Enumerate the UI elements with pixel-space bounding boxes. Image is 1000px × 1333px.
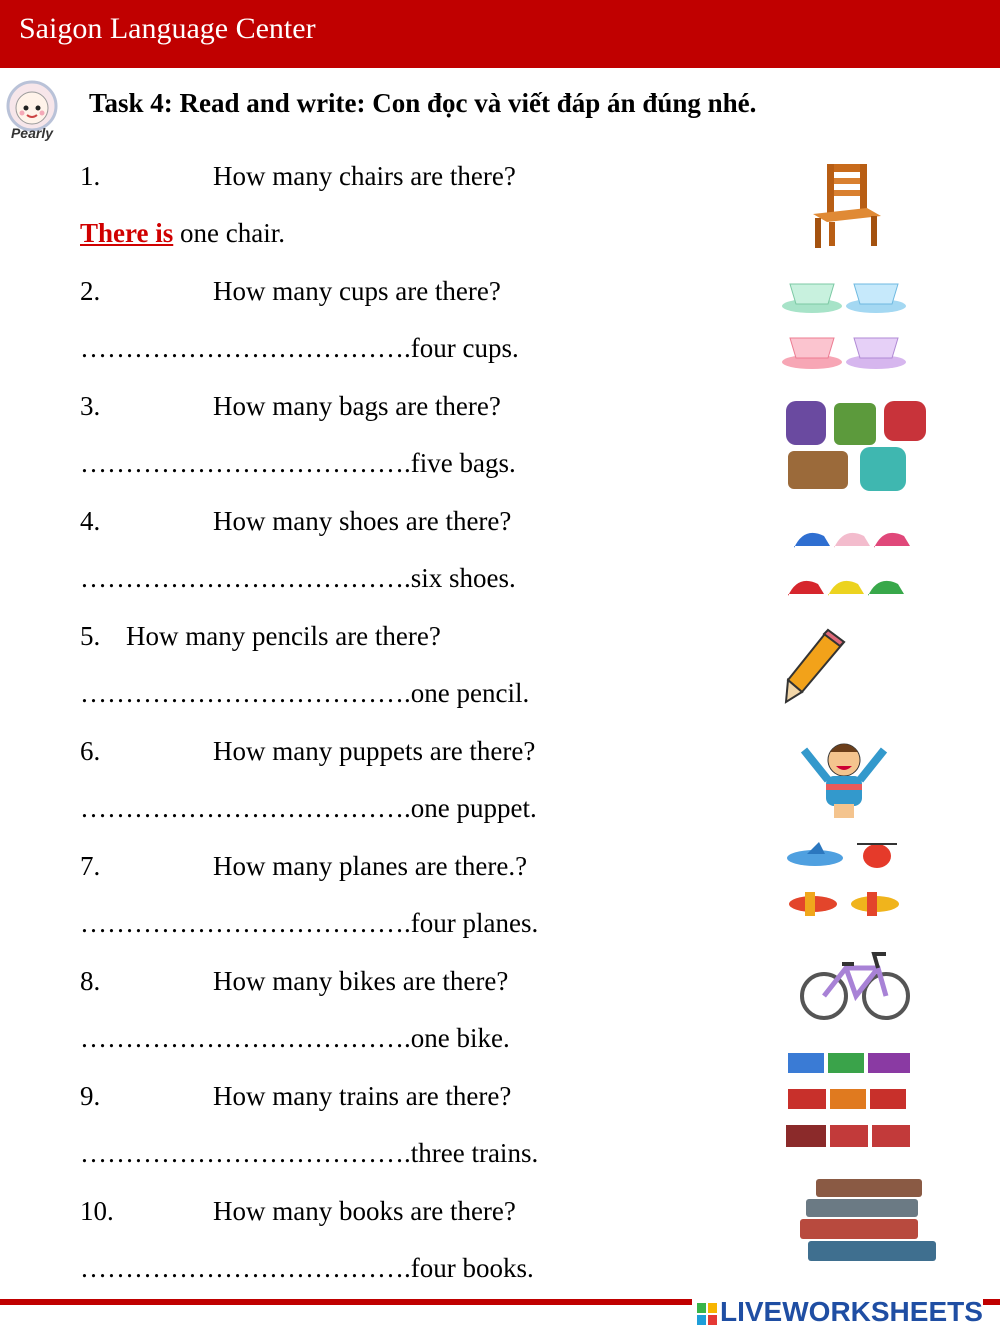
example-answer-hint: There is bbox=[80, 218, 174, 248]
header-bar bbox=[0, 0, 1000, 68]
question-number: 3. bbox=[80, 391, 101, 421]
question-10 bbox=[80, 1196, 516, 1227]
answer-text: one chair. bbox=[173, 218, 285, 248]
question-text: How many pencils are there? bbox=[126, 621, 441, 651]
question-6 bbox=[80, 736, 535, 767]
answer-5[interactable]: ……………………………….one pencil. bbox=[80, 678, 530, 708]
pearly-logo bbox=[0, 78, 64, 144]
four-books-picture bbox=[798, 1175, 940, 1265]
three-trains-picture bbox=[784, 1049, 914, 1153]
question-text: How many shoes are there? bbox=[213, 506, 512, 536]
answer-1[interactable] bbox=[80, 218, 285, 249]
answer-6[interactable]: ……………………………….one puppet. bbox=[80, 793, 537, 823]
question-number: 10. bbox=[80, 1196, 114, 1226]
four-cups-picture bbox=[780, 276, 910, 374]
answer-3[interactable]: ……………………………….five bags. bbox=[80, 448, 516, 478]
question-4 bbox=[80, 506, 511, 537]
question-8 bbox=[80, 966, 508, 997]
header-title: Saigon Language Center bbox=[19, 12, 316, 45]
question-text: How many bikes are there? bbox=[213, 966, 509, 996]
question-2 bbox=[80, 276, 501, 307]
question-9 bbox=[80, 1081, 511, 1112]
svg-text:Pearly: Pearly bbox=[10, 125, 54, 141]
task-title: Task 4: Read and write: Con đọc và viết đáp án đúng nhé. bbox=[89, 88, 757, 118]
question-3 bbox=[80, 391, 501, 422]
question-text: How many books are there? bbox=[213, 1196, 516, 1226]
six-shoes-picture bbox=[786, 516, 916, 606]
pencil-picture bbox=[782, 626, 848, 704]
brand-text: LIVEWORKSHEETS bbox=[720, 1296, 983, 1327]
question-number: 9. bbox=[80, 1081, 101, 1111]
question-text: How many chairs are there? bbox=[213, 161, 516, 191]
question-1 bbox=[80, 161, 516, 192]
question-number: 2. bbox=[80, 276, 101, 306]
answer-7[interactable]: ……………………………….four planes. bbox=[80, 908, 539, 938]
question-number: 5. bbox=[80, 621, 101, 651]
question-5 bbox=[80, 621, 441, 652]
four-planes-picture bbox=[783, 840, 909, 926]
answer-9[interactable]: ……………………………….three trains. bbox=[80, 1138, 539, 1168]
question-text: How many trains are there? bbox=[213, 1081, 512, 1111]
answer-10[interactable]: ……………………………….four books. bbox=[80, 1253, 534, 1283]
chair-picture bbox=[805, 158, 887, 250]
five-bags-picture bbox=[782, 393, 932, 495]
question-text: How many puppets are there? bbox=[213, 736, 536, 766]
question-number: 8. bbox=[80, 966, 101, 996]
question-number: 7. bbox=[80, 851, 101, 881]
puppet-picture bbox=[800, 736, 888, 818]
question-text: How many cups are there? bbox=[213, 276, 501, 306]
answer-2[interactable]: ……………………………….four cups. bbox=[80, 333, 519, 363]
liveworksheets-brand[interactable] bbox=[692, 1296, 983, 1328]
answer-8[interactable]: ……………………………….one bike. bbox=[80, 1023, 510, 1053]
liveworksheets-logo-icon bbox=[696, 1302, 718, 1326]
question-number: 1. bbox=[80, 161, 101, 191]
bike-picture bbox=[798, 942, 912, 1024]
answer-4[interactable]: ……………………………….six shoes. bbox=[80, 563, 516, 593]
question-number: 6. bbox=[80, 736, 101, 766]
question-text: How many planes are there.? bbox=[213, 851, 528, 881]
question-7 bbox=[80, 851, 527, 882]
question-number: 4. bbox=[80, 506, 101, 536]
question-text: How many bags are there? bbox=[213, 391, 501, 421]
